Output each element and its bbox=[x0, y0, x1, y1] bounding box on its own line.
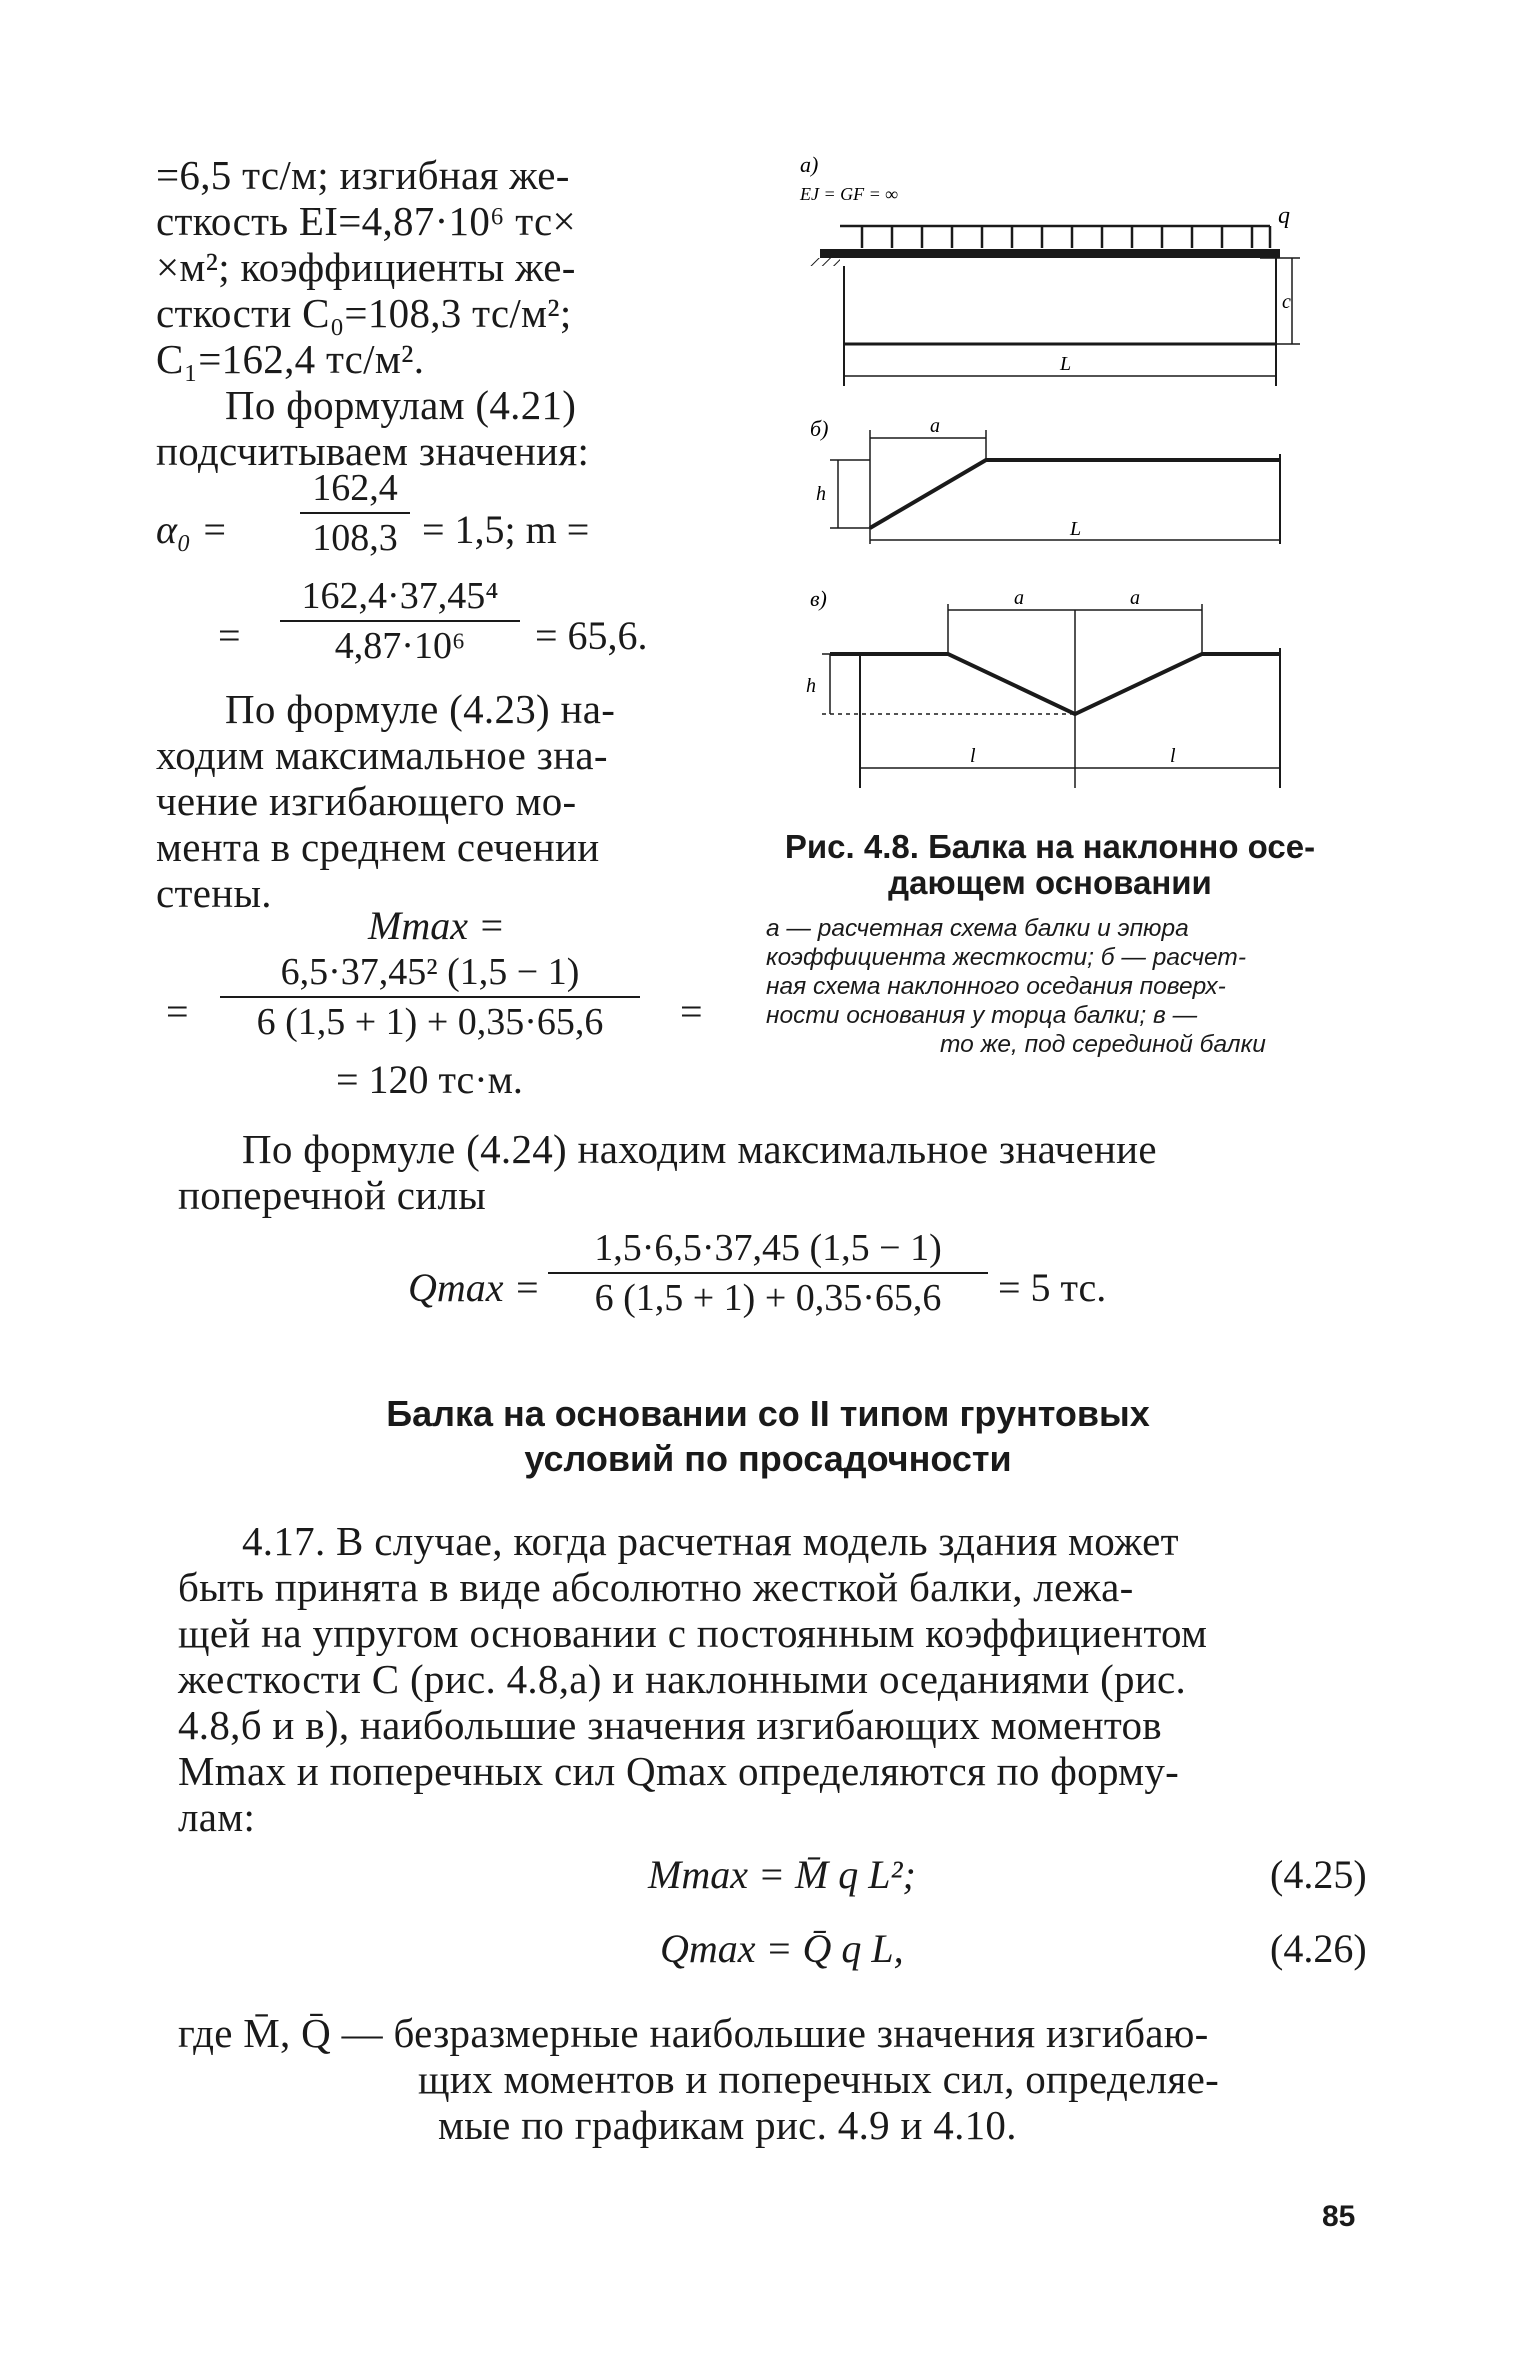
load-arrows bbox=[840, 226, 1270, 248]
fraction-bar bbox=[280, 620, 520, 622]
rigid-beam bbox=[820, 249, 1280, 258]
section-heading-1: Балка на основании со II типом грунтовых bbox=[386, 1393, 1150, 1434]
para-line-1: 4.17. В случае, когда расчетная модель здания может bbox=[242, 1518, 1179, 1564]
left-text-line-2: сткость EI=4,87·10⁶ тс× bbox=[156, 198, 576, 244]
fraction-bar bbox=[300, 512, 410, 514]
formula-4-25: Mmax = M̄ q L²; bbox=[648, 1852, 916, 1897]
mmax-eq-rhs: = bbox=[680, 989, 703, 1034]
h-label-b: h bbox=[816, 483, 826, 505]
alpha-eq-lhs: α₀ = bbox=[156, 507, 228, 552]
left-text2-line-5: стены. bbox=[156, 870, 272, 916]
qmax-eq-lhs: Qmax = bbox=[408, 1265, 541, 1310]
l-label-b: L bbox=[1070, 518, 1082, 540]
ground-hatch bbox=[810, 258, 840, 266]
l-label-a: L bbox=[1060, 353, 1072, 375]
para-line-4: жесткости C (рис. 4.8,а) и наклонными оседаниями (рис. bbox=[178, 1656, 1187, 1702]
formula-4-25-number: (4.25) bbox=[1270, 1852, 1367, 1897]
left-text2-line-3: чение изгибающего мо- bbox=[156, 778, 577, 824]
formula-4-26-number: (4.26) bbox=[1270, 1926, 1367, 1971]
page-number: 85 bbox=[1322, 2200, 1356, 2233]
a-label-b: a bbox=[930, 415, 940, 437]
figure-caption-line-2: коэффициента жесткости; б — расчет- bbox=[766, 944, 1246, 971]
load-q-label: q bbox=[1278, 203, 1290, 229]
where-line-1: где M̄, Q̄ — безразмерные наибольшие значения изгибаю- bbox=[178, 2010, 1209, 2056]
figure-label-b: б) bbox=[810, 416, 829, 441]
qmax-eq-rhs: = 5 тс. bbox=[998, 1265, 1107, 1310]
qmax-intro-line-2: поперечной силы bbox=[178, 1172, 487, 1218]
left-text-line-4: сткости C₀=108,3 тс/м²; bbox=[156, 290, 572, 336]
left-text2-line-1: По формуле (4.23) на- bbox=[225, 686, 616, 732]
para-line-6: Mmax и поперечных сил Qmax определяются по форму- bbox=[178, 1748, 1180, 1794]
where-line-3: мые по графикам рис. 4.9 и 4.10. bbox=[438, 2102, 1017, 2148]
settlement-profile-v bbox=[830, 654, 1280, 714]
alpha-fraction bbox=[300, 468, 410, 558]
l-label-v2: l bbox=[1170, 745, 1176, 767]
beam-figure bbox=[770, 148, 1310, 818]
fraction-bar bbox=[548, 1272, 988, 1274]
mmax-denominator: 6 (1,5 + 1) + 0,35·65,6 bbox=[256, 1001, 604, 1043]
left-text-line-1: =6,5 тс/м; изгибная же- bbox=[156, 152, 570, 198]
para-line-7: лам: bbox=[178, 1794, 256, 1840]
a-label-v2: a bbox=[1130, 587, 1140, 609]
left-text-line-7: подсчитываем значения: bbox=[156, 428, 590, 474]
mmax-label: Mmax = bbox=[368, 903, 505, 948]
mmax-result: = 120 тс·м. bbox=[336, 1057, 523, 1102]
figure-caption-title-1: Рис. 4.8. Балка на наклонно осе- bbox=[784, 828, 1316, 865]
left-text-line-5: C₁=162,4 тс/м². bbox=[156, 336, 425, 382]
figure-caption-line-5: то же, под серединой балки bbox=[940, 1031, 1266, 1058]
mmax-numerator: 6,5·37,45² (1,5 − 1) bbox=[280, 951, 580, 993]
m-eq-lhs: = bbox=[218, 613, 241, 658]
m-fraction bbox=[280, 576, 520, 666]
fraction-bar bbox=[220, 996, 640, 998]
m-denominator: 4,87·10⁶ bbox=[334, 625, 466, 667]
mmax-fraction bbox=[220, 952, 640, 1042]
figure-caption-line-3: ная схема наклонного оседания поверх- bbox=[766, 973, 1226, 1000]
qmax-intro-line-1: По формуле (4.24) находим максимальное значение bbox=[242, 1126, 1157, 1172]
l-label-v1: l bbox=[970, 745, 976, 767]
where-line-2: щих моментов и поперечных сил, определяе- bbox=[418, 2056, 1220, 2102]
figure-label-v: в) bbox=[810, 586, 827, 611]
qmax-denominator: 6 (1,5 + 1) + 0,35·65,6 bbox=[594, 1277, 942, 1319]
para-line-3: щей на упругом основании с постоянным коэффициентом bbox=[178, 1610, 1208, 1656]
left-text2-line-4: мента в среднем сечении bbox=[156, 824, 600, 870]
a-label-v1: a bbox=[1014, 587, 1024, 609]
qmax-fraction bbox=[548, 1228, 988, 1318]
figure-caption-title-2: дающем основании bbox=[888, 864, 1212, 901]
c-label: c bbox=[1282, 291, 1291, 313]
section-heading-2: условий по просадочности bbox=[524, 1438, 1012, 1479]
ej-label: EJ = GF = ∞ bbox=[800, 184, 899, 204]
left-text-line-3: ×м²; коэффициенты же- bbox=[156, 244, 576, 290]
para-line-2: быть принята в виде абсолютно жесткой балки, лежа- bbox=[178, 1564, 1134, 1610]
mmax-eq-lhs: = bbox=[166, 989, 189, 1034]
qmax-numerator: 1,5·6,5·37,45 (1,5 − 1) bbox=[594, 1227, 942, 1269]
m-eq-rhs: = 65,6. bbox=[535, 613, 648, 658]
figure-label-a: a) bbox=[800, 152, 819, 177]
alpha-eq-rhs: = 1,5; m = bbox=[422, 507, 590, 552]
formula-4-26: Qmax = Q̄ q L, bbox=[660, 1926, 904, 1971]
left-text2-line-2: ходим максимальное зна- bbox=[156, 732, 608, 778]
figure-caption-line-4: ности основания у торца балки; в — bbox=[766, 1002, 1198, 1029]
left-text-line-6: По формулам (4.21) bbox=[225, 382, 577, 428]
para-line-5: 4.8,б и в), наибольшие значения изгибающих моментов bbox=[178, 1702, 1162, 1748]
alpha-denominator: 108,3 bbox=[312, 517, 398, 559]
figure-caption-line-1: a — расчетная схема балки и эпюра bbox=[766, 915, 1189, 942]
h-label-v: h bbox=[806, 675, 816, 697]
m-numerator: 162,4·37,45⁴ bbox=[301, 575, 499, 617]
alpha-numerator: 162,4 bbox=[312, 467, 398, 509]
